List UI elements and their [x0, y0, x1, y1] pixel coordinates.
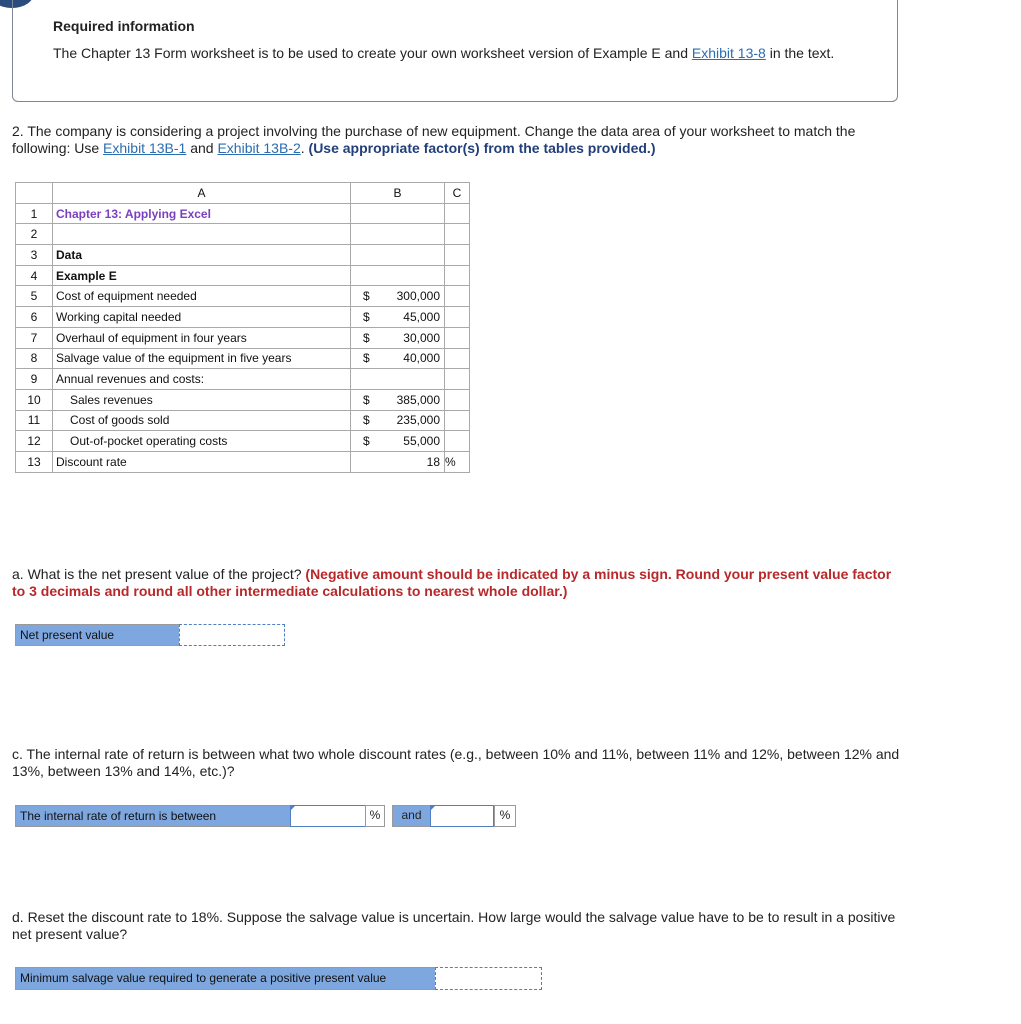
- row-number: 11: [16, 410, 53, 431]
- irr-upper-rate-input[interactable]: [430, 805, 494, 827]
- cell-a-label: Salvage value of the equipment in five years: [53, 348, 351, 369]
- cell-a-label: Sales revenues: [53, 389, 351, 410]
- cell-b-value: [351, 307, 445, 328]
- excel-data-sheet: [15, 182, 470, 473]
- q2-instruction: (Use appropriate factor(s) from the tables provided.): [308, 140, 656, 156]
- cell-a-label: [53, 224, 351, 245]
- cell-a-label: Discount rate: [53, 451, 351, 472]
- row-number: 4: [16, 265, 53, 286]
- irr-lower-rate-input[interactable]: [290, 805, 366, 827]
- cell-b-value: [351, 369, 445, 390]
- cell-a-label: Chapter 13: Applying Excel: [53, 203, 351, 224]
- column-header-c: C: [445, 183, 470, 204]
- column-header-a: A: [53, 183, 351, 204]
- cell-a-label: Cost of equipment needed: [53, 286, 351, 307]
- qa-instruction: (Negative amount should be indicated by a minus sign. Round your present value factor to 3 decimals and round all other intermediate calculations to nearest whole dollar.): [12, 566, 892, 599]
- net-present-value-label: Net present value: [15, 624, 180, 646]
- cell-a-label: Data: [53, 245, 351, 266]
- cell-c: [445, 327, 470, 348]
- sheet-row: [16, 286, 470, 307]
- exhibit-13-8-link[interactable]: Exhibit 13-8: [691, 45, 766, 61]
- cell-amount: 18: [426, 454, 440, 469]
- cell-b-value: [351, 265, 445, 286]
- cell-b-value: [351, 203, 445, 224]
- cell-amount: 385,000: [396, 392, 440, 407]
- row-number: 8: [16, 348, 53, 369]
- sheet-row: [16, 389, 470, 410]
- sheet-row: [16, 369, 470, 390]
- sheet-row: [16, 451, 470, 472]
- cell-a-label: Working capital needed: [53, 307, 351, 328]
- sheet-row: [16, 348, 470, 369]
- row-number: 1: [16, 203, 53, 224]
- cell-amount: 40,000: [403, 351, 440, 366]
- q2-text-mid: and: [186, 140, 218, 156]
- irr-and-label: and: [392, 805, 431, 827]
- cell-amount: 30,000: [403, 330, 440, 345]
- column-header-row: [16, 183, 470, 204]
- info-title: Required information: [53, 18, 195, 34]
- dollar-sign: $: [363, 309, 370, 324]
- cell-amount: 235,000: [396, 413, 440, 428]
- cell-c: [445, 389, 470, 410]
- info-text-after: in the text.: [765, 45, 835, 61]
- row-number: 9: [16, 369, 53, 390]
- cell-a-label: Example E: [53, 265, 351, 286]
- qa-text: a. What is the net present value of the project?: [12, 566, 306, 582]
- row-number: 12: [16, 431, 53, 452]
- sheet-row: [16, 431, 470, 452]
- exhibit-13b-1-link[interactable]: Exhibit 13B-1: [103, 140, 187, 156]
- dollar-sign: $: [363, 289, 370, 304]
- question-2-text: [12, 123, 907, 157]
- cell-a-label: Out-of-pocket operating costs: [53, 431, 351, 452]
- info-text: [53, 44, 873, 62]
- cell-c: [445, 265, 470, 286]
- sheet-row: [16, 307, 470, 328]
- net-present-value-input[interactable]: [179, 624, 285, 646]
- cell-c: [445, 286, 470, 307]
- row-number: 7: [16, 327, 53, 348]
- min-salvage-value-input[interactable]: [435, 967, 542, 990]
- cell-b-value: [351, 286, 445, 307]
- sheet-row: [16, 410, 470, 431]
- cell-c: [445, 369, 470, 390]
- cell-b-value: [351, 431, 445, 452]
- cell-b-value: [351, 451, 445, 472]
- cell-b-value: [351, 410, 445, 431]
- dollar-sign: $: [363, 330, 370, 345]
- cell-a-label: Cost of goods sold: [53, 410, 351, 431]
- cell-amount: 300,000: [396, 289, 440, 304]
- cell-b-value: [351, 224, 445, 245]
- sheet-row: [16, 327, 470, 348]
- cell-c: %: [445, 451, 470, 472]
- corner-cell: [16, 183, 53, 204]
- row-number: 13: [16, 451, 53, 472]
- min-salvage-value-label: Minimum salvage value required to generate a positive present value: [15, 967, 436, 990]
- question-c-text: c. The internal rate of return is between what two whole discount rates (e.g., between 10% and 11%, between 11% and 12%, between 12% and 13%, between 13% and 14%, etc.)?: [12, 746, 900, 779]
- q2-text-dot: .: [300, 140, 309, 156]
- question-a-text: [12, 566, 907, 600]
- cell-b-value: [351, 348, 445, 369]
- sheet-row: [16, 203, 470, 224]
- cell-b-value: [351, 245, 445, 266]
- q2-text-before: 2. The company is considering a project involving the purchase of new equipment. Change the data area of your worksheet to match the following: Use: [12, 123, 856, 156]
- row-number: 3: [16, 245, 53, 266]
- cell-c: [445, 348, 470, 369]
- cell-b-value: [351, 327, 445, 348]
- irr-between-label: The internal rate of return is between: [15, 805, 291, 827]
- dollar-sign: $: [363, 413, 370, 428]
- cell-c: [445, 224, 470, 245]
- cell-amount: 55,000: [403, 434, 440, 449]
- exhibit-13b-2-link[interactable]: Exhibit 13B-2: [217, 140, 301, 156]
- question-d-text: d. Reset the discount rate to 18%. Suppose the salvage value is uncertain. How large would the salvage value have to be to result in a positive net present value?: [12, 909, 896, 942]
- row-number: 2: [16, 224, 53, 245]
- cell-c: [445, 431, 470, 452]
- cell-c: [445, 203, 470, 224]
- irr-lower-percent-sign: %: [365, 805, 385, 827]
- cell-c: [445, 410, 470, 431]
- cell-a-label: Annual revenues and costs:: [53, 369, 351, 390]
- cell-b-value: [351, 389, 445, 410]
- row-number: 6: [16, 307, 53, 328]
- dollar-sign: $: [363, 351, 370, 366]
- irr-upper-percent-sign: %: [494, 805, 516, 827]
- info-text-before: The Chapter 13 Form worksheet is to be used to create your own worksheet version of Example E and: [53, 45, 692, 61]
- dollar-sign: $: [363, 434, 370, 449]
- sheet-row: [16, 265, 470, 286]
- column-header-b: B: [351, 183, 445, 204]
- sheet-row: [16, 224, 470, 245]
- cell-c: [445, 245, 470, 266]
- sheet-row: [16, 245, 470, 266]
- row-number: 10: [16, 389, 53, 410]
- cell-c: [445, 307, 470, 328]
- dollar-sign: $: [363, 392, 370, 407]
- cell-a-label: Overhaul of equipment in four years: [53, 327, 351, 348]
- cell-amount: 45,000: [403, 309, 440, 324]
- row-number: 5: [16, 286, 53, 307]
